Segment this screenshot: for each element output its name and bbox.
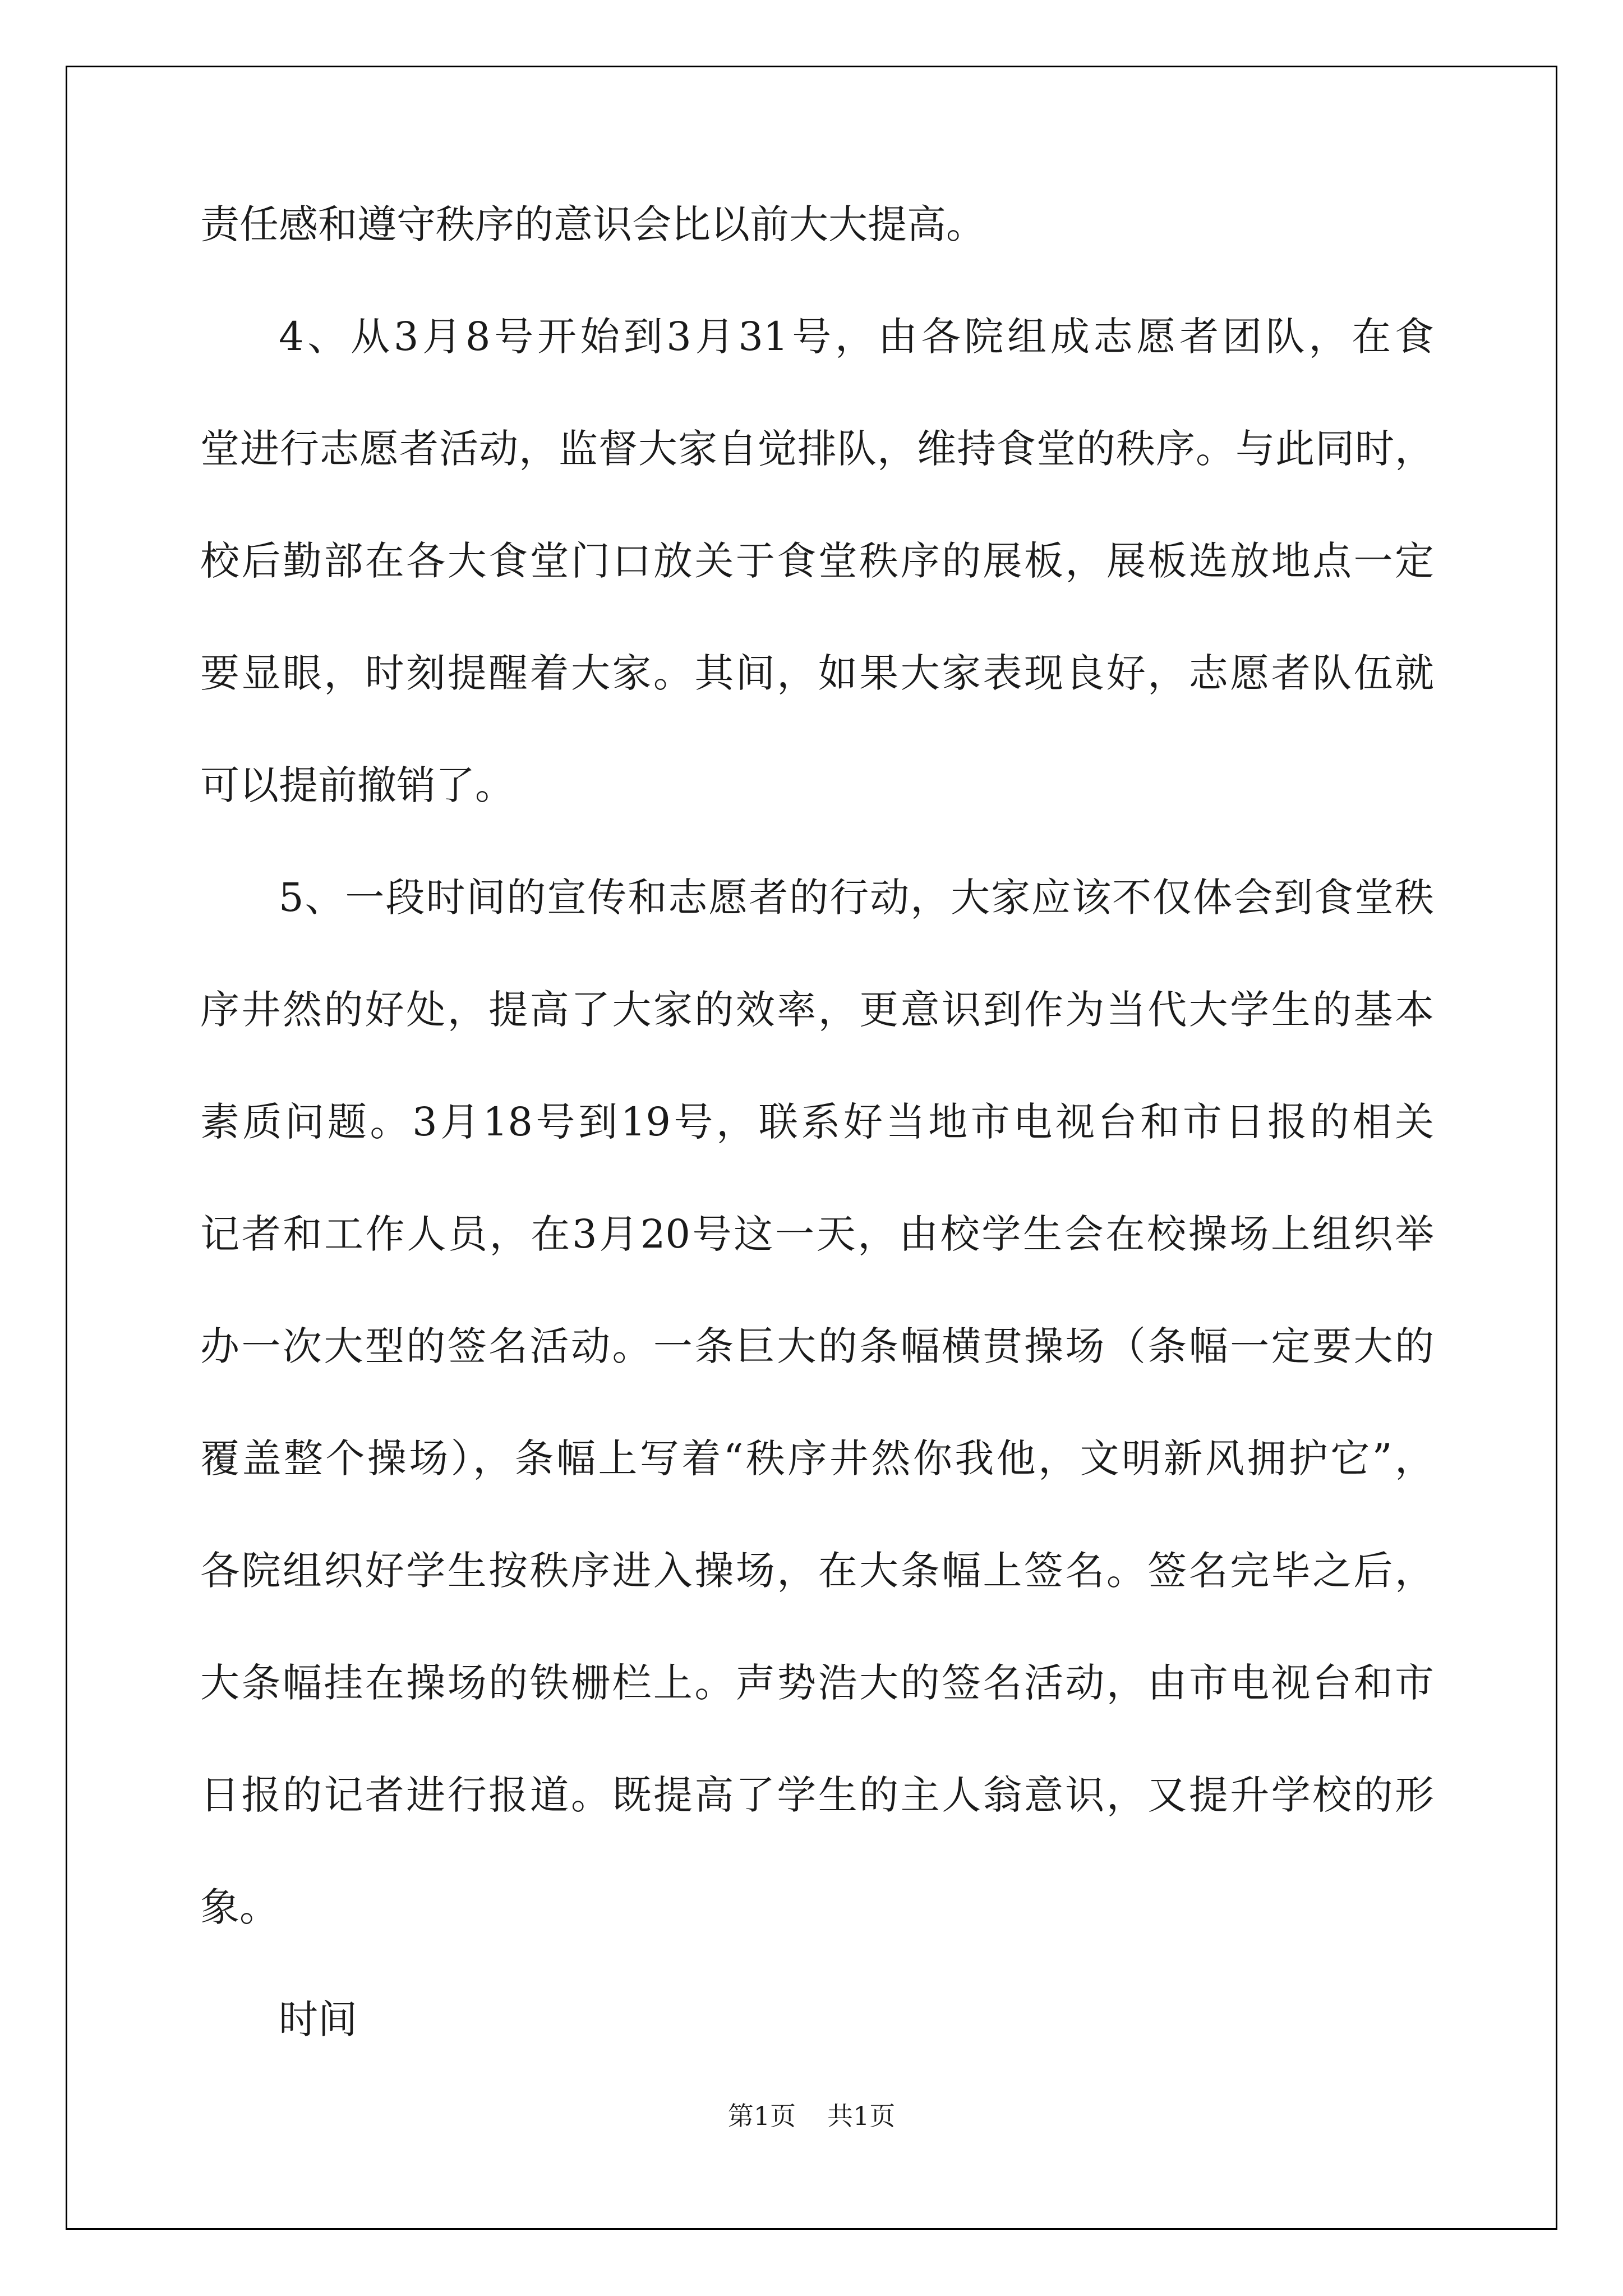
paragraph-line: 5、一段时间的宣传和志愿者的行动，大家应该不仅体会到食堂秩 [279,875,1434,921]
paragraph-line: 校后勤部在各大食堂门口放关于食堂秩序的展板，展板选放地点一定 [200,538,1434,584]
paragraph-line: 办一次大型的签名活动。一条巨大的条幅横贯操场（条幅一定要大的 [200,1323,1434,1369]
page-number: 第1页 [727,2101,796,2131]
paragraph-line: 责任感和遵守秩序的意识会比以前大大提高。 [200,201,985,247]
paragraph-line: 日报的记者进行报道。既提高了学生的主人翁意识，又提升学校的形 [200,1772,1434,1818]
paragraph-line: 可以提前撤销了。 [200,762,514,808]
paragraph-line: 4、从3月8号开始到3月31号，由各院组成志愿者团队，在食 [279,314,1434,360]
paragraph-line: 要显眼，时刻提醒着大家。其间，如果大家表现良好，志愿者队伍就 [200,650,1434,696]
paragraph-line: 各院组织好学生按秩序进入操场，在大条幅上签名。签名完毕之后， [200,1548,1434,1594]
page-total: 共1页 [827,2101,896,2131]
paragraph-line: 序井然的好处，提高了大家的效率，更意识到作为当代大学生的基本 [200,987,1434,1033]
paragraph-line: 象。 [200,1884,279,1930]
paragraph-line: 记者和工作人员，在3月20号这一天，由校学生会在校操场上组织举 [200,1211,1434,1257]
section-heading: 时间 [279,1996,357,2042]
paragraph-line: 素质问题。3月18号到19号，联系好当地市电视台和市日报的相关 [200,1099,1434,1145]
document-body [200,168,1434,2076]
page-footer [0,2099,1623,2133]
paragraph-line: 堂进行志愿者活动，监督大家自觉排队，维持食堂的秩序。与此同时， [200,426,1434,472]
paragraph-line: 大条幅挂在操场的铁栅栏上。声势浩大的签名活动，由市电视台和市 [200,1660,1434,1706]
paragraph-line: 覆盖整个操场），条幅上写着“秩序井然你我他，文明新风拥护它”， [200,1435,1434,1481]
